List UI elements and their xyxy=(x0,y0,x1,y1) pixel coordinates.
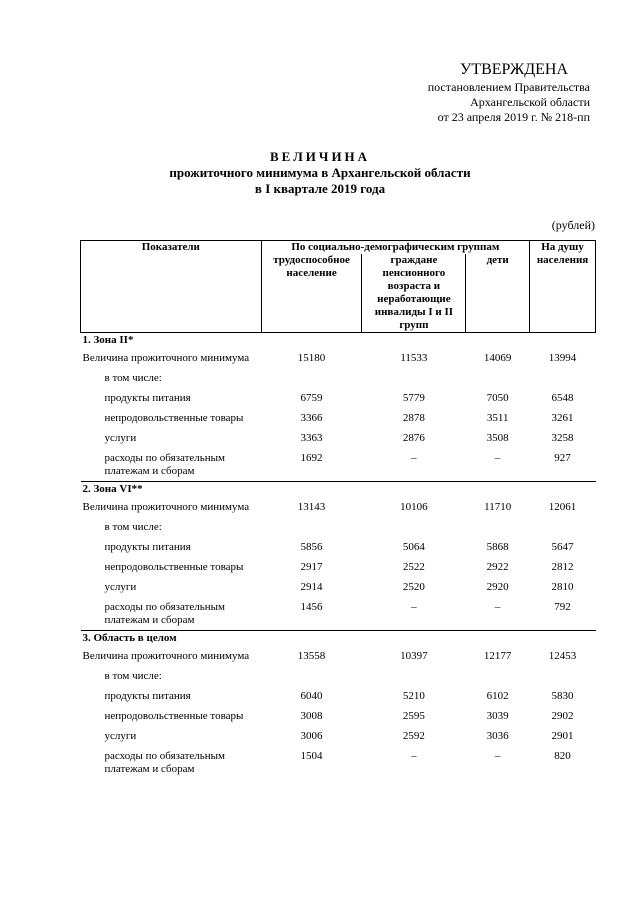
value-cell: 5856 xyxy=(300,541,323,553)
value-cell: 2812 xyxy=(551,561,574,573)
table-row xyxy=(81,706,596,726)
value-cell xyxy=(530,517,596,537)
row-label: непродовольственные товары xyxy=(104,412,244,424)
row-label: услуги xyxy=(104,730,137,742)
document-title xyxy=(0,149,640,197)
value-cell: 6759 xyxy=(300,392,323,404)
value-cell: 2922 xyxy=(486,561,509,573)
header-per-capita: На душу населения xyxy=(530,241,596,333)
value-cell: 10397 xyxy=(400,650,428,662)
value-cell: 2522 xyxy=(402,561,425,573)
row-label: в том числе: xyxy=(104,521,162,533)
value-cell: 2902 xyxy=(551,710,574,722)
value-cell: 1456 xyxy=(300,601,323,613)
value-cell: 2592 xyxy=(402,730,425,742)
value-cell xyxy=(466,368,530,388)
row-label: продукты питания xyxy=(104,690,191,702)
value-cell: 11710 xyxy=(484,501,512,513)
header-groups: По социально-демографическим группам xyxy=(261,241,529,255)
table-row xyxy=(81,448,596,482)
row-label: Величина прожиточного минимума xyxy=(82,501,250,513)
table-row xyxy=(81,497,596,517)
zone-name: 3. Область в целом xyxy=(81,631,596,647)
value-cell: 12453 xyxy=(548,650,577,662)
approval-date: от 23 апреля 2019 г. № 218-пп xyxy=(437,110,590,124)
value-cell: 5830 xyxy=(551,690,574,702)
value-cell: 11533 xyxy=(400,352,428,364)
value-cell: 2920 xyxy=(486,581,509,593)
row-label: расходы по обязательным платежам и сборам xyxy=(104,452,226,477)
table-row xyxy=(81,686,596,706)
value-cell xyxy=(261,666,362,686)
value-cell: – xyxy=(411,750,417,762)
value-cell xyxy=(261,368,362,388)
table-row xyxy=(81,557,596,577)
value-cell: 1504 xyxy=(300,750,323,762)
value-cell: 3258 xyxy=(551,432,574,444)
value-cell: 3008 xyxy=(300,710,323,722)
value-cell: 2520 xyxy=(402,581,425,593)
value-cell: 15180 xyxy=(297,352,326,364)
value-cell: 13143 xyxy=(297,501,326,513)
row-label: Величина прожиточного минимума xyxy=(82,650,250,662)
table-row xyxy=(81,646,596,666)
value-cell: 3508 xyxy=(486,432,509,444)
table-row xyxy=(81,726,596,746)
value-cell: 820 xyxy=(554,750,571,762)
value-cell: 3363 xyxy=(300,432,323,444)
value-cell: 5779 xyxy=(402,392,425,404)
table-row xyxy=(81,368,596,388)
unit-label: (рублей) xyxy=(551,218,595,232)
row-label: в том числе: xyxy=(104,372,162,384)
row-label: расходы по обязательным платежам и сборам xyxy=(104,601,226,626)
value-cell: 3006 xyxy=(300,730,323,742)
value-cell xyxy=(362,666,466,686)
title-line: прожиточного минимума в Архангельской области xyxy=(169,165,471,180)
table-body xyxy=(81,333,596,780)
row-label: Величина прожиточного минимума xyxy=(82,352,250,364)
value-cell: 6548 xyxy=(551,392,574,404)
zone-name: 2. Зона VI** xyxy=(81,482,596,498)
header-working: трудоспособное население xyxy=(261,254,362,333)
zone-heading-row xyxy=(81,631,596,647)
title-word: ВЕЛИЧИНА xyxy=(269,149,371,164)
row-label: непродовольственные товары xyxy=(104,561,244,573)
row-label: услуги xyxy=(104,432,137,444)
value-cell: 3039 xyxy=(486,710,509,722)
table-row xyxy=(81,597,596,631)
value-cell xyxy=(261,517,362,537)
table-row xyxy=(81,577,596,597)
value-cell: – xyxy=(494,750,501,762)
zone-heading-row xyxy=(81,482,596,498)
value-cell: 12177 xyxy=(483,650,512,662)
subsistence-table xyxy=(80,240,596,779)
header-indicators: Показатели xyxy=(81,241,262,333)
value-cell: 2878 xyxy=(402,412,425,424)
value-cell: – xyxy=(411,452,417,464)
table-row xyxy=(81,537,596,557)
value-cell: 927 xyxy=(554,452,571,464)
value-cell: 2595 xyxy=(402,710,425,722)
value-cell: 2901 xyxy=(551,730,574,742)
header-pensioners: граждане пенсионного возраста и неработающие инвалиды I и II групп xyxy=(362,254,466,333)
approval-line: постановлением Правительства xyxy=(427,80,590,94)
value-cell: – xyxy=(411,601,417,613)
row-label: в том числе: xyxy=(104,670,162,682)
value-cell xyxy=(466,517,530,537)
value-cell: 6040 xyxy=(300,690,323,702)
value-cell: 2917 xyxy=(300,561,323,573)
value-cell xyxy=(530,368,596,388)
row-label: расходы по обязательным платежам и сборам xyxy=(104,750,226,775)
value-cell xyxy=(466,666,530,686)
table-row xyxy=(81,666,596,686)
table-row xyxy=(81,746,596,779)
value-cell: 5868 xyxy=(486,541,509,553)
approval-heading: УТВЕРЖДЕНА xyxy=(459,61,568,78)
table-row xyxy=(81,408,596,428)
approval-line: Архангельской области xyxy=(470,95,590,109)
table-row xyxy=(81,388,596,408)
title-period: в I квартале 2019 года xyxy=(254,181,386,196)
table-row xyxy=(81,517,596,537)
header-children: дети xyxy=(466,254,530,333)
value-cell: 12061 xyxy=(548,501,577,513)
value-cell: 3511 xyxy=(486,412,509,424)
row-label: продукты питания xyxy=(104,541,191,553)
zone-name: 1. Зона II* xyxy=(81,333,596,349)
row-label: продукты питания xyxy=(104,392,191,404)
value-cell xyxy=(362,368,466,388)
row-label: услуги xyxy=(104,581,137,593)
approval-block xyxy=(350,60,590,125)
value-cell xyxy=(362,517,466,537)
value-cell: 3261 xyxy=(551,412,574,424)
value-cell: 5210 xyxy=(402,690,425,702)
value-cell: 5647 xyxy=(551,541,574,553)
value-cell: 2810 xyxy=(551,581,574,593)
value-cell: 2876 xyxy=(402,432,425,444)
value-cell: 6102 xyxy=(486,690,509,702)
zone-heading-row xyxy=(81,333,596,349)
value-cell: – xyxy=(494,601,501,613)
value-cell: 14069 xyxy=(483,352,512,364)
value-cell: 7050 xyxy=(486,392,509,404)
value-cell: 1692 xyxy=(300,452,323,464)
row-label: непродовольственные товары xyxy=(104,710,244,722)
value-cell: 13558 xyxy=(297,650,326,662)
value-cell: 3036 xyxy=(486,730,509,742)
value-cell: 2914 xyxy=(300,581,323,593)
value-cell: 3366 xyxy=(300,412,323,424)
value-cell xyxy=(530,666,596,686)
table-row xyxy=(81,348,596,368)
value-cell: 13994 xyxy=(548,352,577,364)
value-cell: 5064 xyxy=(402,541,425,553)
value-cell: – xyxy=(494,452,501,464)
value-cell: 10106 xyxy=(400,501,428,513)
value-cell: 792 xyxy=(554,601,571,613)
table-row xyxy=(81,428,596,448)
